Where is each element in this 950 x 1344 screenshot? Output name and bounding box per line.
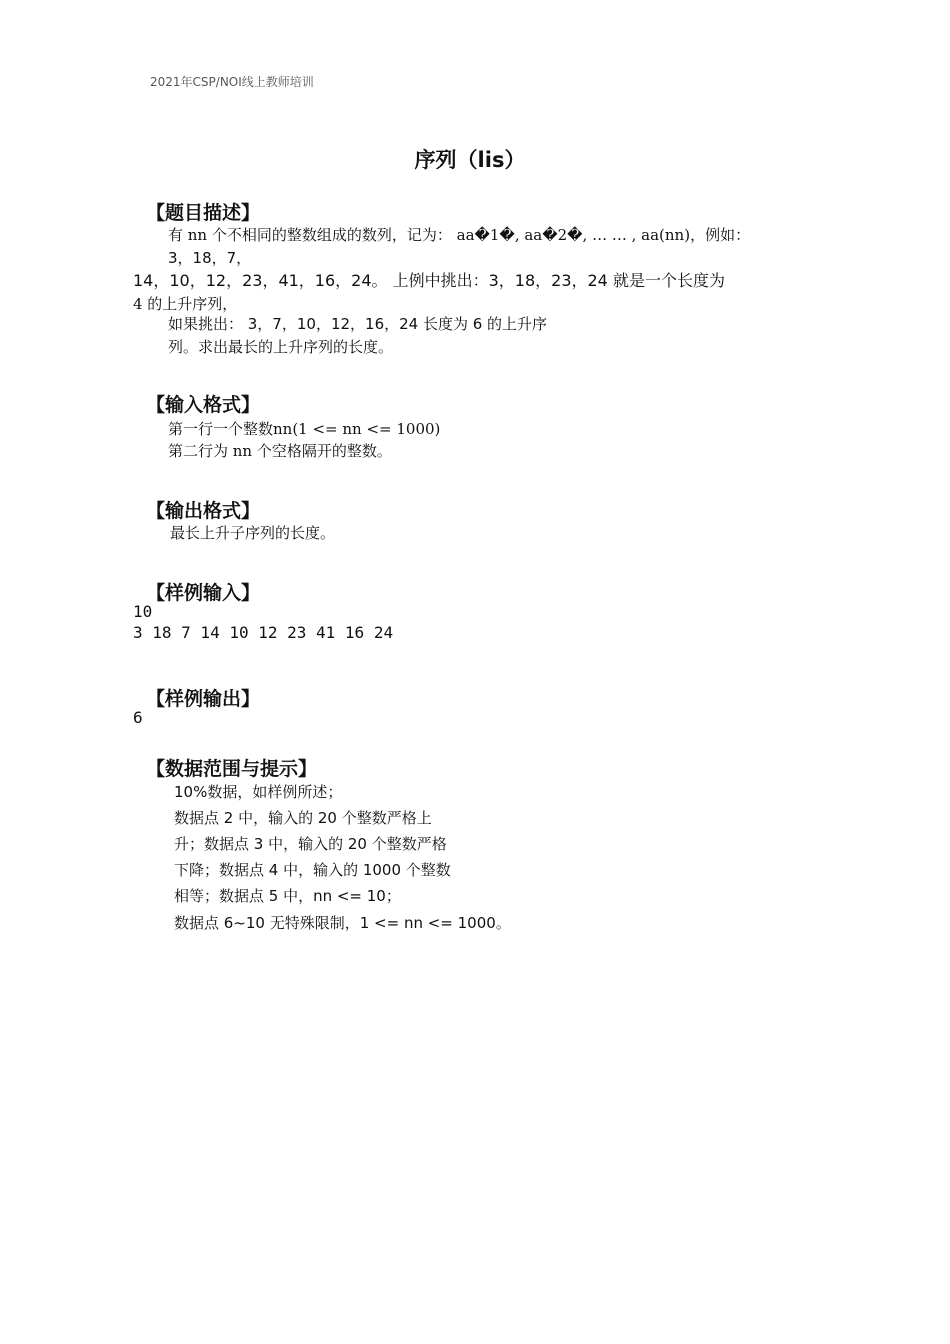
sample-output-line-1: 6 (133, 708, 143, 727)
description-line-6: 列。求出最长的上升序列的长度。 (168, 338, 394, 356)
description-heading: 【题目描述】 (146, 202, 261, 224)
input-format-line-2: 第二行为 nn 个空格隔开的整数。 (168, 442, 392, 460)
output-format-heading: 【输出格式】 (146, 500, 261, 522)
description-line-2: 3，18，7， (168, 249, 252, 267)
sample-input-line-1: 10 (133, 602, 153, 621)
data-range-heading: 【数据范围与提示】 (146, 758, 318, 780)
data-range-line-1: 10%数据，如样例所述； (174, 783, 343, 801)
description-line-5: 如果挑出： 3，7，10，12，16，24 长度为 6 的上升序 (168, 315, 548, 333)
input-format-heading: 【输入格式】 (146, 394, 261, 416)
data-range-line-2: 数据点 2 中，输入的 20 个整数严格上 (174, 809, 432, 827)
sample-output-heading: 【样例输出】 (146, 688, 261, 710)
data-range-line-3: 升；数据点 3 中，输入的 20 个整数严格 (174, 835, 447, 853)
input-format-line-1: 第一行一个整数nn(1 <= nn <= 1000) (168, 420, 441, 438)
description-line-3: 14，10，12，23，41，16，24。 上例中挑出：3，18，23，24 就是一个长度为 (133, 271, 725, 290)
output-format-line-1: 最长上升子序列的长度。 (170, 524, 336, 542)
page-title: 序列（lis） (414, 148, 526, 172)
data-range-line-4: 下降；数据点 4 中，输入的 1000 个整数 (174, 861, 451, 879)
description-line-4: 4 的上升序列， (133, 295, 238, 313)
sample-input-line-2: 3 18 7 14 10 12 23 41 16 24 (133, 623, 394, 642)
description-line-1: 有 nn 个不相同的整数组成的数列，记为： aa�1�, aa�2�, … … , aa(nn)，例如： (168, 226, 751, 244)
data-range-line-6: 数据点 6~10 无特殊限制，1 <= nn <= 1000。 (174, 914, 511, 932)
data-range-line-5: 相等；数据点 5 中，nn <= 10； (174, 887, 401, 905)
sample-input-heading: 【样例输入】 (146, 582, 261, 604)
running-header: 2021年CSP/NOI线上教师培训 (150, 75, 314, 89)
